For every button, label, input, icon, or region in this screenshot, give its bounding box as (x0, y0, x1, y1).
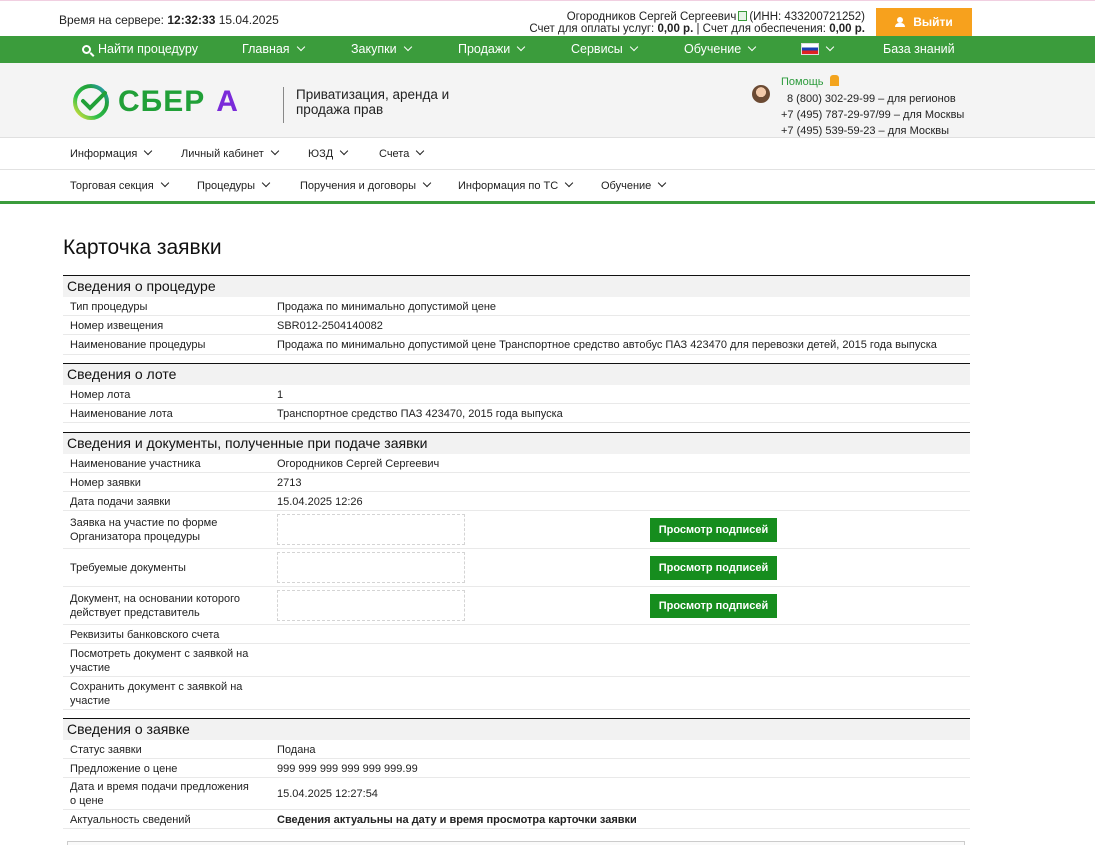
row-label: Требуемые документы (70, 562, 186, 574)
sber-a-logo[interactable] (72, 83, 239, 121)
table-row (63, 473, 970, 492)
chevron-down-icon (271, 147, 279, 155)
row-label: Номер лота (70, 389, 131, 401)
application-section (63, 718, 970, 829)
row-value: 15.04.2025 12:26 (277, 496, 363, 508)
table-row (63, 625, 970, 644)
knowledge-base-link[interactable] (883, 36, 955, 63)
services-account-label: Счет для оплаты услуг: (529, 23, 655, 35)
nav-item-training[interactable] (684, 36, 755, 63)
submenu-label: Процедуры (197, 180, 256, 192)
brand-name: СБЕР (118, 85, 206, 118)
submenu-item-procedures[interactable] (197, 170, 269, 202)
sber-logo-icon (72, 83, 110, 121)
site-tagline: Приватизация, аренда и продажа прав (283, 87, 473, 123)
server-time-value: 12:32:33 (167, 13, 216, 27)
submenu-item-training[interactable] (601, 170, 665, 202)
row-label: Дата и время подачи предложения о цене (70, 781, 249, 807)
chevron-down-icon (630, 43, 638, 51)
nav-item-label: Главная (242, 42, 290, 56)
row-value: Продажа по минимально допустимой цене Транспортное средство автобус ПАЗ 423470 для перевозки детей, 2015 года выпуска (277, 339, 937, 351)
brand-letter: А (216, 85, 239, 118)
submenu-item-trading-section[interactable] (70, 170, 168, 202)
support-avatar (752, 85, 770, 103)
user-name[interactable]: Огородников Сергей Сергеевич (566, 11, 737, 23)
table-row (63, 740, 970, 759)
submenu-label: Обучение (601, 180, 652, 192)
chevron-down-icon (262, 179, 270, 187)
chevron-down-icon (517, 43, 525, 51)
logout-button[interactable] (876, 8, 972, 36)
procedure-section (63, 275, 970, 355)
server-time (59, 13, 279, 27)
nav-item-sales[interactable] (458, 36, 524, 63)
submenu-item-cabinet[interactable] (181, 138, 278, 170)
row-value: Продажа по минимально допустимой цене (277, 301, 497, 313)
header-divider (0, 201, 1095, 204)
document-row (63, 587, 970, 625)
table-row (63, 335, 970, 355)
submenu-label: Информация по ТС (458, 180, 559, 192)
nav-item-services[interactable] (571, 36, 637, 63)
table-row (63, 810, 970, 829)
phone-list (781, 91, 964, 139)
submenu-item-orders-contracts[interactable] (300, 170, 430, 202)
chevron-down-icon (340, 147, 348, 155)
security-account-label: | Счет для обеспечения: (696, 23, 826, 35)
nav-item-label: Обучение (684, 42, 742, 56)
table-row (63, 454, 970, 473)
russian-flag-icon (801, 43, 819, 55)
row-label: Дата подачи заявки (70, 496, 171, 508)
language-selector[interactable] (801, 36, 833, 63)
row-label: Предложение о цене (70, 763, 178, 775)
submenu-item-ts-info[interactable] (458, 170, 572, 202)
document-row (63, 511, 970, 549)
row-value: Огородников Сергей Сергеевич (277, 458, 440, 470)
section-title: Сведения о заявке (63, 718, 970, 740)
row-value: 999 999 999 999 999 999.99 (277, 763, 418, 775)
document-upload-area[interactable] (277, 552, 465, 583)
site-header (0, 63, 1095, 138)
nav-item-label: Закупки (351, 42, 397, 56)
documents-section (63, 432, 970, 710)
chevron-down-icon (144, 147, 152, 155)
section-title: Сведения о процедуре (63, 275, 970, 297)
relevance-note: Сведения актуальны на дату и время просмотра карточки заявки (277, 814, 637, 826)
user-inn: (ИНН: 433200721252) (749, 11, 865, 23)
nav-item-label: Сервисы (571, 42, 623, 56)
user-info (529, 11, 865, 35)
nav-item-main[interactable] (242, 36, 304, 63)
chevron-down-icon (565, 179, 573, 187)
server-time-label: Время на сервере: (59, 13, 165, 27)
chevron-down-icon (296, 43, 304, 51)
document-row (63, 549, 970, 587)
save-application-document-label: Сохранить документ с заявкой на участие (70, 681, 243, 707)
chevron-down-icon (658, 179, 666, 187)
find-procedure-label: Найти процедуру (98, 42, 198, 56)
help-icon (830, 75, 839, 86)
row-value: 1 (277, 389, 284, 401)
find-procedure-link[interactable] (82, 36, 198, 63)
row-label: Статус заявки (70, 744, 142, 756)
row-value: 2713 (277, 477, 302, 489)
submenu-item-uzd[interactable] (308, 138, 347, 170)
row-value: Транспортное средство ПАЗ 423470, 2015 года выпуска (277, 408, 563, 420)
phone-moscow-1: +7 (495) 787-29-97/99 – для Москвы (781, 109, 965, 121)
row-value (277, 813, 637, 827)
submenu-label: Торговая секция (70, 180, 154, 192)
row-label: Тип процедуры (70, 301, 148, 313)
main-nav (0, 36, 1095, 63)
table-row (63, 644, 970, 677)
section-title: Сведения и документы, полученные при подаче заявки (63, 432, 970, 454)
chevron-down-icon (423, 179, 431, 187)
submenu-label: Личный кабинет (181, 148, 264, 160)
chevron-down-icon (416, 147, 424, 155)
document-upload-area[interactable] (277, 514, 465, 545)
server-date-value: 15.04.2025 (218, 13, 279, 27)
row-label: Наименование процедуры (70, 339, 206, 351)
submenu-label: Счета (379, 148, 410, 160)
submenu-item-info[interactable] (70, 138, 151, 170)
nav-item-label: Продажи (458, 42, 511, 56)
nav-item-purchases[interactable] (351, 36, 411, 63)
user-icon (895, 17, 905, 27)
document-icon[interactable] (738, 11, 747, 21)
table-row (63, 759, 970, 778)
document-upload-area[interactable] (277, 590, 465, 621)
submenu-label: Поручения и договоры (300, 180, 417, 192)
account-submenu (0, 138, 1095, 170)
row-label: Документ, на основании которого действует представитель (70, 593, 240, 619)
table-row (63, 778, 970, 810)
submenu-label: ЮЗД (308, 148, 334, 160)
chevron-down-icon (748, 43, 756, 51)
phone-moscow-2: +7 (495) 539-59-23 – для Москвы (781, 125, 950, 137)
bank-details-label: Реквизиты банковского счета (70, 629, 220, 641)
row-label: Заявка на участие по форме Организатора процедуры (70, 517, 218, 543)
knowledge-base-label: База знаний (883, 42, 955, 56)
view-signatures-button[interactable]: Просмотр подписей (650, 518, 777, 542)
row-label: Актуальность сведений (70, 814, 191, 826)
table-row (63, 677, 970, 710)
help-label: Помощь (781, 76, 824, 88)
chevron-down-icon (826, 43, 834, 51)
submenu-label: Информация (70, 148, 138, 160)
lot-section (63, 363, 970, 423)
table-row (63, 316, 970, 335)
services-account-amount: 0,00 р. (657, 23, 694, 35)
submenu-item-accounts[interactable] (379, 138, 423, 170)
trading-submenu (0, 170, 1095, 202)
bottom-panel (67, 841, 965, 845)
row-label: Наименование участника (70, 458, 201, 470)
table-row (63, 492, 970, 511)
view-signatures-button[interactable]: Просмотр подписей (650, 594, 777, 618)
table-row (63, 297, 970, 316)
row-label: Наименование лота (70, 408, 173, 420)
search-icon (82, 45, 91, 54)
help-link[interactable] (781, 75, 839, 88)
table-row (63, 385, 970, 404)
row-value: 15.04.2025 12:27:54 (277, 788, 378, 800)
row-value: SBR012-2504140082 (277, 320, 383, 332)
top-bar (0, 0, 1095, 36)
section-title: Сведения о лоте (63, 363, 970, 385)
view-application-document-label: Посмотреть документ с заявкой на участие (70, 648, 249, 674)
page-title: Карточка заявки (63, 236, 222, 259)
row-label: Номер заявки (70, 477, 141, 489)
chevron-down-icon (160, 179, 168, 187)
row-value: Подана (277, 744, 316, 756)
logout-label: Выйти (913, 15, 953, 29)
row-label: Номер извещения (70, 320, 164, 332)
table-row (63, 404, 970, 423)
chevron-down-icon (403, 43, 411, 51)
view-signatures-button[interactable]: Просмотр подписей (650, 556, 777, 580)
phone-regions: 8 (800) 302-29-99 – для регионов (787, 93, 956, 105)
security-account-amount: 0,00 р. (829, 23, 865, 35)
